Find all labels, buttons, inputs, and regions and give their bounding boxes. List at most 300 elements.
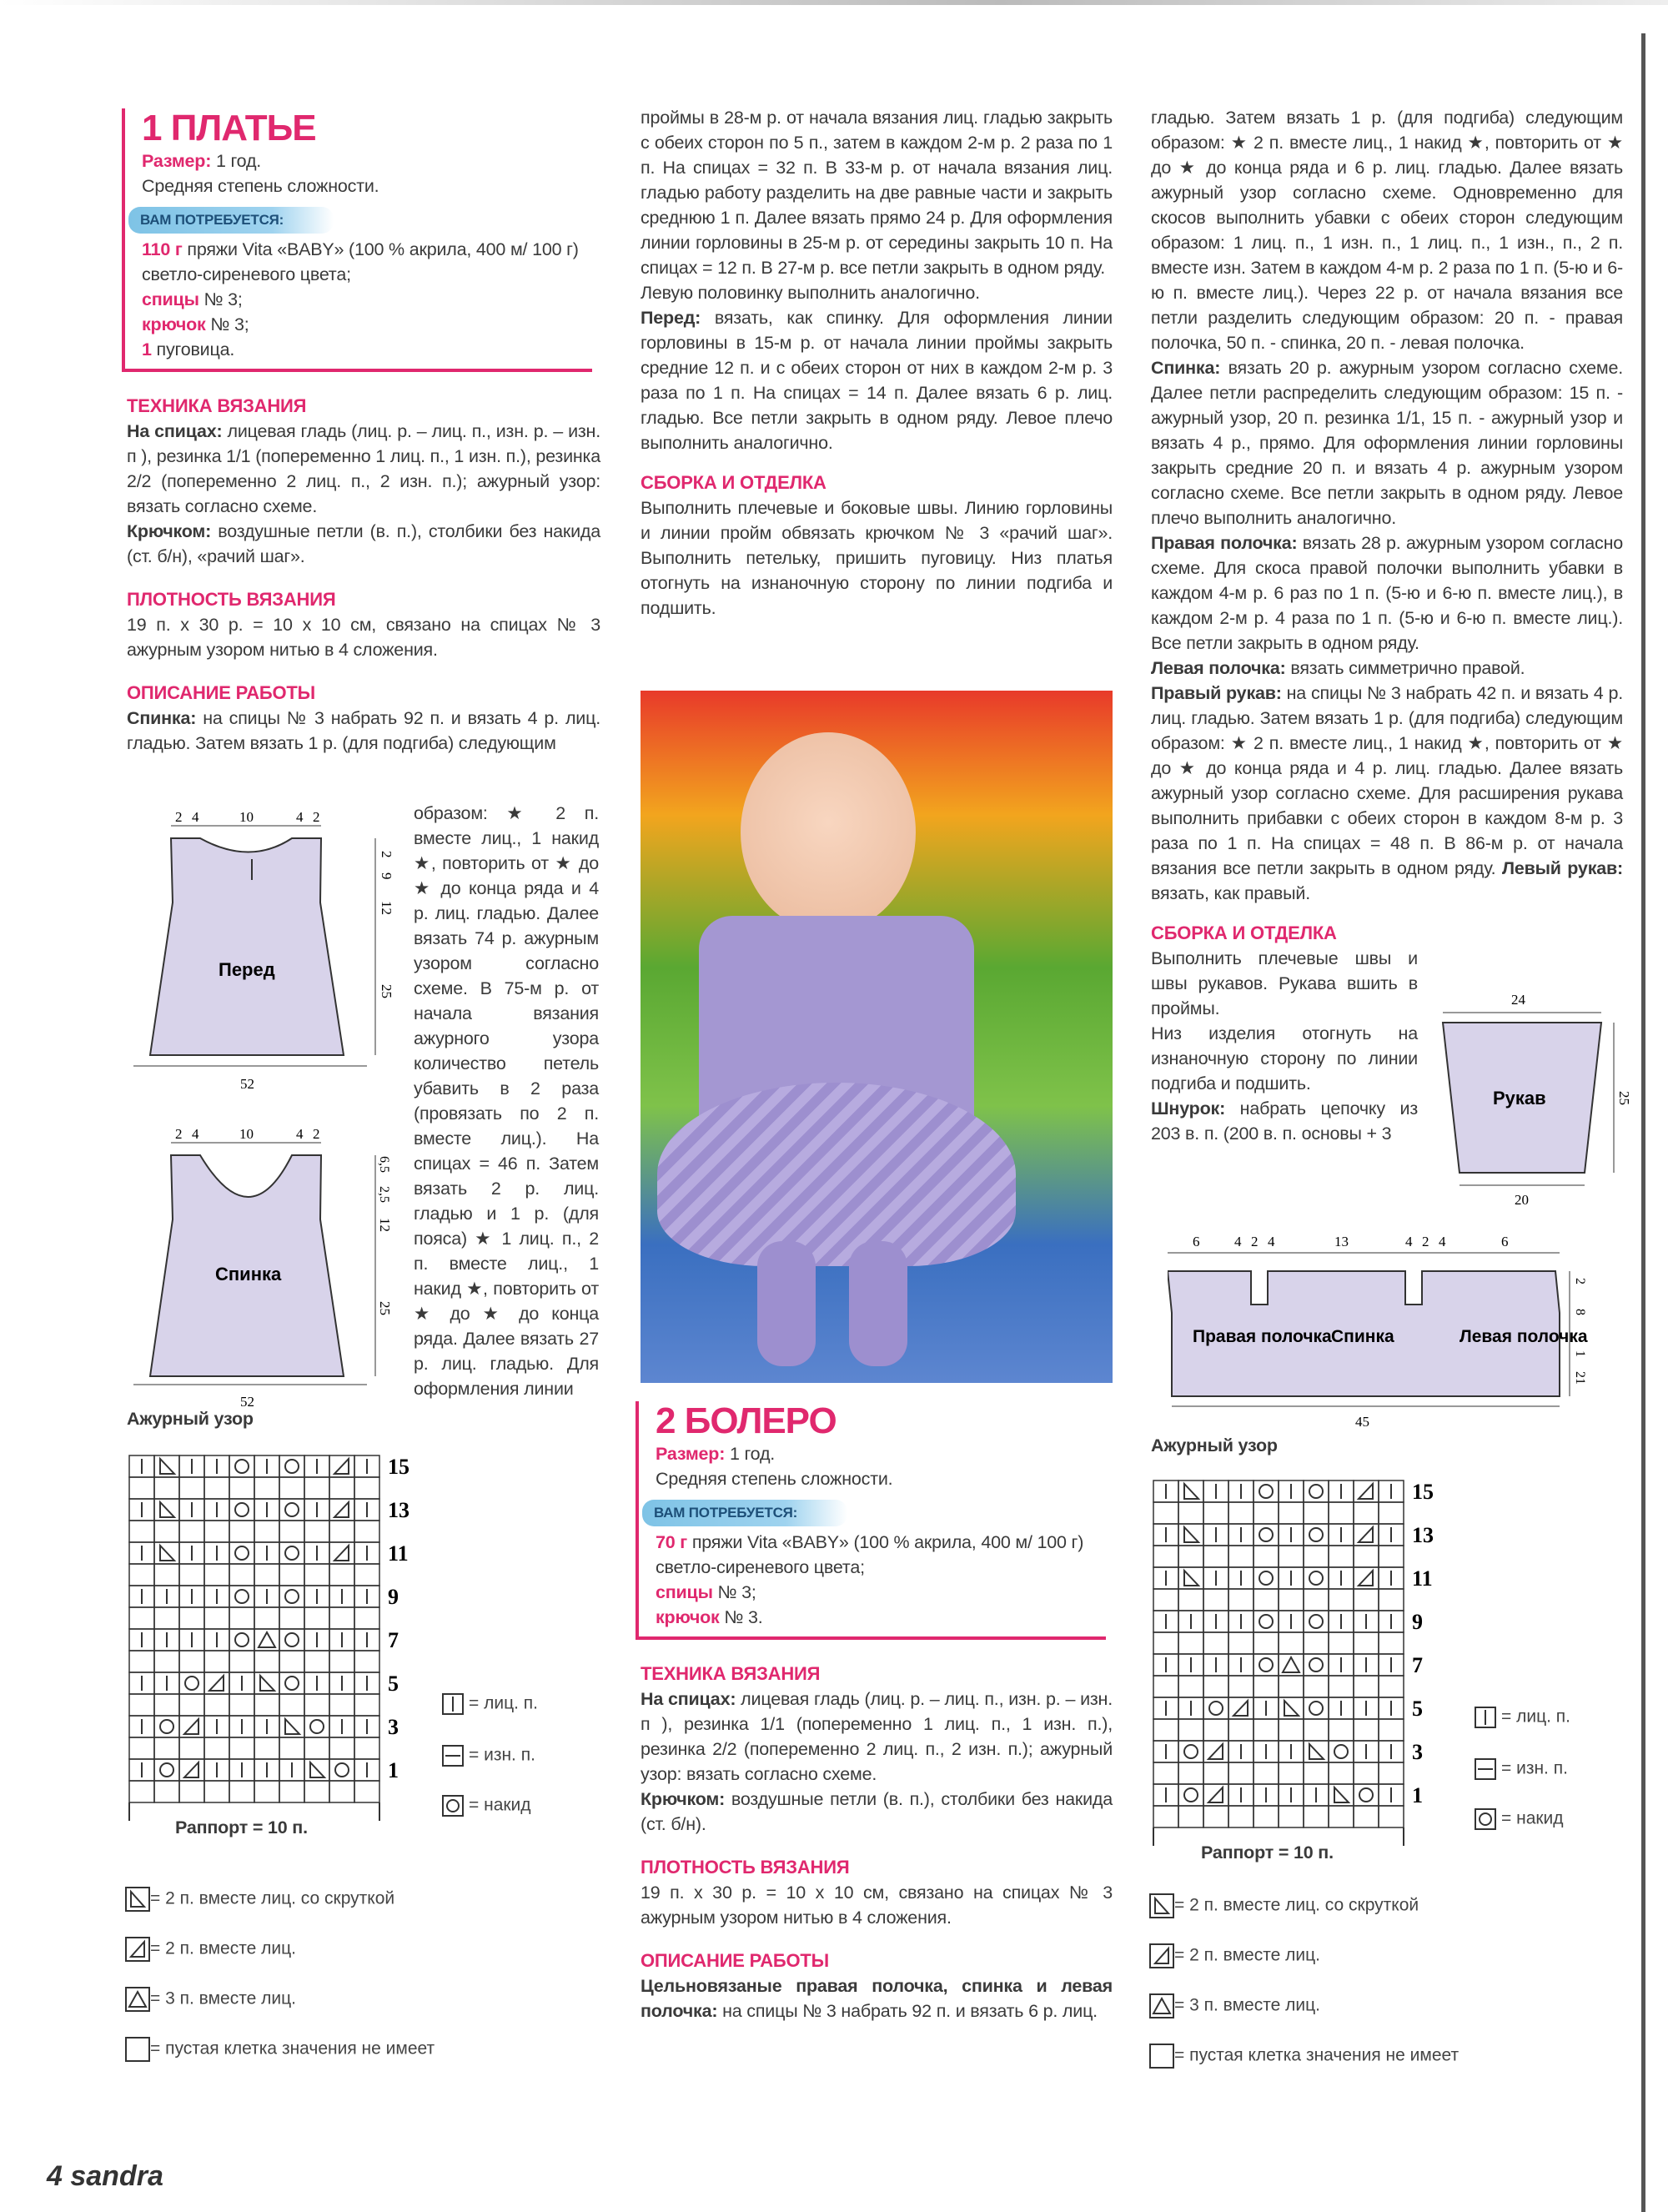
chart2-cell <box>1153 1654 1178 1697</box>
chart1-cell <box>204 1759 229 1802</box>
chart2-cell <box>1228 1524 1254 1567</box>
chart1-cell <box>254 1499 279 1542</box>
chart1-cell <box>129 1499 154 1542</box>
left-sleeve-text: вязать, как правый. <box>1151 883 1310 903</box>
chart2-row-label: 1 <box>1412 1783 1423 1807</box>
leg-left <box>757 1241 816 1366</box>
legend1-empty <box>125 2037 435 2062</box>
purl-symbol-icon <box>1475 1758 1496 1780</box>
chart1-cell <box>254 1542 279 1586</box>
chart2-cell <box>1304 1611 1329 1654</box>
front-text: вязать, как спинку. Для оформления линии горловины в 15-м р. от начала линии проймы закрыть средние 12 п. и с обеих сторон от них в каждом 2-м р. 3 раза по 1 п. На спицах = 14 п. Далее вязать 6 р. лиц. гладью. Все петли закрыть в одном ряду. Левое плечо выполнить аналогично. <box>641 308 1113 453</box>
chart2-cell <box>1279 1784 1304 1827</box>
bolero-dim-side-1: 8 <box>1573 1309 1587 1315</box>
chart1-rapport: Раппорт = 10 п. <box>175 1817 308 1837</box>
chart2-title: Ажурный узор <box>1151 1435 1278 1455</box>
chart1-cell <box>129 1629 154 1672</box>
chart2-cell <box>1228 1611 1254 1654</box>
bolero-needles-label: спицы <box>656 1582 713 1602</box>
chart2-cell <box>1279 1481 1304 1524</box>
chart2-row-label: 13 <box>1412 1523 1434 1547</box>
bolero-desc-heading: ОПИСАНИЕ РАБОТЫ <box>641 1950 829 1971</box>
bolero-dim-side-3: 21 <box>1573 1371 1587 1385</box>
k2tog-icon <box>1149 1943 1174 1968</box>
chart1-cell <box>329 1759 354 1802</box>
density-text: 19 п. х 30 р. = 10 х 10 см, связано на спицах № 3 ажурным узором нитью в 4 сложения. <box>127 615 600 660</box>
chart1-cell <box>129 1542 154 1586</box>
front-schematic <box>133 809 394 1092</box>
chart2-cell <box>1329 1524 1354 1567</box>
bolero-density-heading: ПЛОТНОСТЬ ВЯЗАНИЯ <box>641 1857 850 1878</box>
chart1-cell <box>254 1759 279 1802</box>
right-front-label: Правая полочка: <box>1151 533 1298 553</box>
bolero-dim-top-6: 2 <box>1422 1234 1429 1249</box>
chart2-cell <box>1203 1654 1228 1697</box>
left-side-text: образом: ★ 2 п. вместе лиц., 1 накид ★, повторить от ★ до ★ до конца ряда и 4 р. лиц. гладью. Далее вязать 74 р. ажурным узором согласно схеме. В 75-м р. от начала вязания ажурного узора количество петель убавить в 2 раза (провязать по 2 п. вместе лиц.). На спицах = 46 п. Затем вязать 2 р. лиц. гладью и 1 р. (для пояса) ★ 1 лиц. п., 2 п. вместе лиц., 1 накид ★, повторить от ★ до ★ до конца ряда. Далее вязать 27 р. лиц. гладью. Для оформления линии <box>414 803 599 1399</box>
legend2-k2-text: = 2 п. вместе лиц. <box>1174 1945 1320 1965</box>
chart2-cell <box>1203 1611 1228 1654</box>
bolero-density-text: 19 п. х 30 р. = 10 х 10 см, связано на спицах № 3 ажурным узором нитью в 4 сложения. <box>641 1883 1113 1928</box>
chart1-row-label: 13 <box>388 1498 409 1522</box>
chart1-cell <box>329 1672 354 1716</box>
bolero-difficulty: Средняя степень сложности. <box>656 1469 893 1489</box>
front-dim-r4: 25 <box>379 984 394 998</box>
chart1-row-label: 7 <box>388 1628 399 1652</box>
chart2-cell <box>1153 1567 1178 1611</box>
desc-heading: ОПИСАНИЕ РАБОТЫ <box>127 682 315 703</box>
bolero-size-value: 1 год. <box>725 1444 776 1464</box>
needles-text: № 3; <box>198 289 243 309</box>
chart2-cell <box>1354 1654 1379 1697</box>
chart2-cell <box>1254 1567 1279 1611</box>
chart1-cell <box>279 1672 304 1716</box>
front-dim-r2: 9 <box>379 872 394 880</box>
chart2-cell <box>1304 1654 1329 1697</box>
desc-back-label: Спинка: <box>127 708 197 728</box>
front-dim-t2: 4 <box>192 809 199 825</box>
leg-right <box>849 1241 907 1366</box>
chart1-cell <box>254 1586 279 1629</box>
legend2-ssk-text: = 2 п. вместе лиц. со скруткой <box>1174 1895 1419 1915</box>
chart2-cell <box>1228 1567 1254 1611</box>
legend2-yo <box>1475 1808 1564 1830</box>
chart2-cell <box>1178 1697 1203 1741</box>
chart2-cell <box>1379 1784 1404 1827</box>
chart1-cell <box>204 1499 229 1542</box>
dress-title: 1 ПЛАТЬЕ <box>142 108 316 148</box>
mid-text1: проймы в 28-м р. от начала вязания лиц. гладью закрыть с обеих сторон по 5 п., затем в каждом 2-м р. 2 раза по 1 п. На спицах = 32 п. В 33-м р. от начала вязания лиц. гладью работу разделить на две равные части и закрыть среднюю 1 п. Далее вязать прямо 24 р. Для оформления линии горловины в 25-м р. от середины закрыть 10 п. На спицах = 12 п. В 27-м р. все петли закрыть в одном ряду. <box>641 108 1113 278</box>
chart2-row-label: 9 <box>1412 1610 1423 1634</box>
chart2-cell <box>1203 1481 1228 1524</box>
chart2-row-label: 7 <box>1412 1653 1423 1677</box>
chart1-cell <box>354 1716 379 1759</box>
chart1-cell <box>154 1499 179 1542</box>
back-dim-t1: 2 <box>175 1126 183 1142</box>
chart1-cell <box>329 1586 354 1629</box>
cord-text: набрать цепочку из 203 в. п. (200 в. п. основы + 3 <box>1151 1098 1418 1144</box>
chart2-cell <box>1153 1524 1178 1567</box>
right-back-text: вязать 20 р. ажурным узором согласно схеме. Далее петли распределить следующим образом: 15 п. - ажурный узор, 20 п. резинка 1/1, 15 п. - ажурный узор и вязать 4 р., прямо. Для оформления линии горловины закрыть средние 20 п. и вязать 4 р. ажурным узором согласно схеме. Все петли закрыть в одном ряду. Левое плечо выполнить аналогично. <box>1151 358 1623 528</box>
purl-symbol-icon <box>442 1745 464 1767</box>
difficulty: Средняя степень сложности. <box>142 176 379 196</box>
chart1-cell <box>279 1542 304 1586</box>
button-count: 1 <box>142 339 152 359</box>
chart1-cell <box>279 1759 304 1802</box>
chart1-cell <box>154 1672 179 1716</box>
chart2-cell <box>1178 1524 1203 1567</box>
bolero-dim-top-1: 4 <box>1234 1234 1242 1249</box>
bolero-dim-side-2: 1 <box>1573 1350 1587 1357</box>
bolero-tech-crochet-text: воздушные петли (в. п.), столбики без накида (ст. б/н). <box>641 1789 1113 1834</box>
bolero-tech-heading: ТЕХНИКА ВЯЗАНИЯ <box>641 1663 821 1684</box>
chart1-cell <box>129 1672 154 1716</box>
back-dim-t4: 4 <box>296 1126 304 1142</box>
front-dim-r1: 2 <box>379 851 394 858</box>
front-dim-t5: 2 <box>313 809 320 825</box>
hook-text: № 3; <box>205 314 249 334</box>
chart2-cell <box>1354 1524 1379 1567</box>
chart2-cell <box>1304 1567 1329 1611</box>
chart1-cell <box>179 1759 204 1802</box>
mid-text2: Левую половинку выполнить аналогично. <box>641 283 980 303</box>
chart1-cell <box>279 1629 304 1672</box>
chart1-row-label: 9 <box>388 1585 399 1609</box>
legend1-knit-text: = лиц. п. <box>469 1693 538 1713</box>
bolero-need-banner: ВАМ ПОТРЕБУЕТСЯ: <box>642 1500 847 1526</box>
chart1-row-label: 11 <box>388 1541 409 1566</box>
chart2-cell <box>1304 1697 1329 1741</box>
front-dim-t1: 2 <box>175 809 183 825</box>
chart2-cell <box>1304 1481 1329 1524</box>
tech-knit-label: На спицах: <box>127 421 223 441</box>
top-edge <box>0 0 1668 5</box>
chart1-cell <box>354 1672 379 1716</box>
legend2-empty <box>1149 2044 1459 2069</box>
right-assembly-text2: Низ изделия отогнуть на изнаночную сторону по линии подгиба и подшить. <box>1151 1023 1418 1093</box>
bolero-left-front-label: Левая полочка <box>1460 1327 1588 1346</box>
sleeve-dim-top: 24 <box>1511 992 1525 1008</box>
chart1-cell <box>354 1455 379 1499</box>
chart2-cell <box>1379 1524 1404 1567</box>
legend2-knit-text: = лиц. п. <box>1501 1707 1570 1727</box>
legend1-yo <box>442 1795 531 1817</box>
chart2-cell <box>1379 1611 1404 1654</box>
chart2-cell <box>1203 1784 1228 1827</box>
chart1-cell <box>329 1542 354 1586</box>
bolero-dim-top-5: 4 <box>1405 1234 1413 1249</box>
right-assembly-heading: СБОРКА И ОТДЕЛКА <box>1151 923 1337 943</box>
chart1-cell <box>179 1586 204 1629</box>
chart2-cell <box>1153 1611 1178 1654</box>
chart2-cell <box>1379 1481 1404 1524</box>
bolero-dim-top-2: 2 <box>1251 1234 1259 1249</box>
back-dim-r2: 2,5 <box>377 1186 391 1203</box>
chart2-cell <box>1254 1481 1279 1524</box>
legend1-empty-text: = пустая клетка значения не имеет <box>150 2039 435 2059</box>
left-front-text: вязать симметрично правой. <box>1285 658 1525 678</box>
ssk-icon <box>125 1887 150 1912</box>
chart1-cell <box>229 1499 254 1542</box>
chart1-cell <box>229 1672 254 1716</box>
bolero-header-box <box>636 1401 1106 1640</box>
assembly-text: Выполнить плечевые и боковые швы. Линию горловины и линии пройм обвязать крючком № 3 «рачий шаг». Выполнить петельку, пришить пуговицу. Низ платья отогнуть на изнаночную сторону по линии подгиба и подшить. <box>641 498 1113 618</box>
chart2-cell <box>1279 1567 1304 1611</box>
chart1-cell <box>154 1586 179 1629</box>
chart1-cell <box>329 1716 354 1759</box>
right-back-label: Спинка: <box>1151 358 1221 378</box>
bolero-hook-text: № 3. <box>719 1607 763 1627</box>
chart1-cell <box>229 1542 254 1586</box>
legend2-k2 <box>1149 1943 1320 1968</box>
baby-head <box>741 732 916 933</box>
legend2-knit <box>1475 1707 1570 1728</box>
baby-photo <box>641 691 1113 1383</box>
chart1-cell <box>129 1716 154 1759</box>
chart1-cell <box>304 1542 329 1586</box>
chart2-cell <box>1354 1611 1379 1654</box>
chart2-cell <box>1329 1784 1354 1827</box>
chart1-cell <box>154 1759 179 1802</box>
bolero-title: 2 БОЛЕРО <box>656 1400 837 1441</box>
back-dim-r3: 12 <box>377 1218 393 1232</box>
left-column <box>127 108 600 756</box>
right-front-text: вязать 28 р. ажурным узором согласно схеме. Для скоса правой полочки выполнить убавки в каждом 4-м р. 6 раз по 1 п. (5-ю и 6-ю п. вместе лиц.), в каждом 2-м р. 4 раза по 1 п. (5-ю и 6-ю п. вместе лиц.). Все петли закрыть в одном ряду. <box>1151 533 1623 653</box>
bolero-hook-label: крючок <box>656 1607 720 1627</box>
back-dim-r1: 6,5 <box>377 1156 391 1173</box>
chart1-cell <box>204 1455 229 1499</box>
size-label: Размер: <box>142 151 212 171</box>
chart2-cell <box>1379 1741 1404 1784</box>
chart2-cell <box>1354 1784 1379 1827</box>
front-label-text: Перед: <box>641 308 701 328</box>
yarn-over-icon <box>1475 1808 1496 1830</box>
chart1-cell <box>154 1629 179 1672</box>
k3tog-icon <box>125 1987 150 2012</box>
assembly-heading: СБОРКА И ОТДЕЛКА <box>641 472 826 493</box>
chart1-cell <box>179 1499 204 1542</box>
empty-cell-icon <box>1149 2044 1174 2069</box>
chart1-cell <box>354 1759 379 1802</box>
chart1-cell <box>254 1629 279 1672</box>
sleeve-schematic <box>1434 989 1635 1223</box>
need-banner: ВАМ ПОТРЕБУЕТСЯ: <box>128 207 334 234</box>
chart2-cell <box>1203 1524 1228 1567</box>
k2tog-icon <box>125 1937 150 1962</box>
chart1-cell <box>229 1716 254 1759</box>
bolero-size-label: Размер: <box>656 1444 726 1464</box>
chart2-cell <box>1379 1697 1404 1741</box>
bolero-dim-bottom: 45 <box>1355 1414 1369 1430</box>
cord-label: Шнурок: <box>1151 1098 1226 1119</box>
legend1-k3-text: = 3 п. вместе лиц. <box>150 1988 296 2008</box>
chart1-cell <box>204 1672 229 1716</box>
chart1-cell <box>304 1586 329 1629</box>
size-value: 1 год. <box>211 151 262 171</box>
page-footer: 4 sandra <box>47 2160 163 2192</box>
bolero-desc-label: Цельновязаные правая полочка, спинка и левая полочка: <box>641 1976 1113 2021</box>
chart1-cell <box>129 1455 154 1499</box>
chart1-cell <box>179 1629 204 1672</box>
desc-back-text: на спицы № 3 набрать 92 п. и вязать 4 р. лиц. гладью. Затем вязать 1 р. (для подгиба) следующим <box>127 708 600 753</box>
chart2-cell <box>1354 1697 1379 1741</box>
chart2-cell <box>1379 1654 1404 1697</box>
chart1-cell <box>204 1629 229 1672</box>
chart1-cell <box>204 1716 229 1759</box>
chart2-row-label: 11 <box>1412 1566 1433 1591</box>
chart2-cell <box>1178 1481 1203 1524</box>
legend2-k3 <box>1149 1993 1320 2018</box>
sleeve-label: Рукав <box>1493 1088 1546 1109</box>
chart1-cell <box>304 1759 329 1802</box>
needles-label: спицы <box>142 289 199 309</box>
bolero-yarn-amount: 70 г <box>656 1532 688 1552</box>
legend1-purl-text: = изн. п. <box>469 1745 535 1765</box>
left-front-label: Левая полочка: <box>1151 658 1286 678</box>
chart1-title: Ажурный узор <box>127 1409 254 1429</box>
legend1-ssk <box>125 1887 394 1912</box>
chart1-row-label: 5 <box>388 1672 399 1696</box>
chart2-cell <box>1279 1524 1304 1567</box>
right-text1: гладью. Затем вязать 1 р. (для подгиба) следующим образом: ★ 2 п. вместе лиц., 1 накид ★, повторить от ★ до ★ до конца ряда и 6 р. лиц. гладью. Далее вязать ажурный узор согласно схеме. Одновременно для скосов выполнить убавки с обеих сторон следующим образом: 1 лиц. п., 1 изн. п., 1 лиц. п., 1 изн., п., 2 п. вместе изн. Затем в каждом 4-м р. 2 раза по 1 п. (5-ю и 6-ю п. вместе лиц.). Через 22 р. от начала вязания все петли разделить следующим образом: 20 п. - правая полочка, 50 п. - спинка, 20 п. - левая полочка. <box>1151 108 1623 353</box>
chart1-cell <box>154 1455 179 1499</box>
chart1-row-label: 15 <box>388 1455 409 1479</box>
density-heading: ПЛОТНОСТЬ ВЯЗАНИЯ <box>127 589 336 610</box>
yarn-over-icon <box>442 1795 464 1817</box>
back-label: Спинка <box>215 1264 282 1284</box>
front-dim-r3: 12 <box>379 901 394 915</box>
page-edge <box>1641 33 1645 2212</box>
chart1-cell <box>129 1586 154 1629</box>
chart2-rapport: Раппорт = 10 п. <box>1201 1842 1334 1863</box>
chart2-cell <box>1178 1654 1203 1697</box>
chart1-cell <box>304 1455 329 1499</box>
chart2-cell <box>1379 1567 1404 1611</box>
chart2-cell <box>1203 1567 1228 1611</box>
ssk-icon <box>1149 1893 1174 1918</box>
chart1-cell <box>304 1499 329 1542</box>
hook-label: крючок <box>142 314 206 334</box>
back-dim-t5: 2 <box>313 1126 320 1142</box>
chart2-cell <box>1329 1741 1354 1784</box>
bolero-needles-text: № 3; <box>712 1582 756 1602</box>
chart1-cell <box>354 1499 379 1542</box>
dress-header-box <box>122 108 592 372</box>
bolero-tech-knit-text: лицевая гладь (лиц. р. – лиц. п., изн. р. – изн. п ), резинка 1/1 (попеременно 1 лиц. п., 1 изн. п.), резинка 2/2 (попеременно 2 лиц. п., 2 изн. п.); ажурный узор: вязать согласно схеме. <box>641 1689 1113 1784</box>
chart2-cell <box>1203 1741 1228 1784</box>
back-dim-t3: 10 <box>239 1126 254 1142</box>
chart2-cell <box>1304 1784 1329 1827</box>
chart2-cell <box>1228 1481 1254 1524</box>
chart2-cell <box>1254 1654 1279 1697</box>
tech-crochet-label: Крючком: <box>127 521 212 541</box>
chart1-cell <box>179 1716 204 1759</box>
legend2-purl-text: = изн. п. <box>1501 1758 1568 1778</box>
back-dim-t2: 4 <box>192 1126 199 1142</box>
chart2-cell <box>1228 1654 1254 1697</box>
chart2-cell <box>1178 1741 1203 1784</box>
middle-column <box>641 105 1113 621</box>
bolero-dim-top-3: 4 <box>1268 1234 1275 1249</box>
bolero-tech-crochet-label: Крючком: <box>641 1789 726 1809</box>
chart1-cell <box>329 1455 354 1499</box>
chart1-cell <box>329 1499 354 1542</box>
tech-knit-text: лицевая гладь (лиц. р. – лиц. п., изн. р. – изн. п ), резинка 1/1 (попеременно 1 лиц. п., 1 изн. п.), резинка 2/2 (попеременно 2 лиц. п., 2 изн. п.); ажурный узор: вязать согласно схеме. <box>127 421 601 516</box>
bolero-column <box>641 1401 1113 2023</box>
chart2-cell <box>1228 1697 1254 1741</box>
chart1-cell <box>354 1629 379 1672</box>
back-dim-bottom: 52 <box>240 1394 254 1410</box>
bolero-schematic <box>1168 1229 1618 1430</box>
legend2-yo-text: = накид <box>1501 1808 1564 1828</box>
chart2-cell <box>1354 1567 1379 1611</box>
back-dim-r4: 25 <box>377 1301 393 1315</box>
k3tog-icon <box>1149 1993 1174 2018</box>
front-label: Перед <box>219 959 275 980</box>
chart1-cell <box>279 1455 304 1499</box>
chart1-row-label: 3 <box>388 1715 399 1739</box>
chart1-cell <box>229 1629 254 1672</box>
chart1-cell <box>229 1759 254 1802</box>
right-assembly-text1: Выполнить плечевые швы и швы рукавов. Рукава вшить в проймы. <box>1151 948 1418 1018</box>
chart1-cell <box>254 1672 279 1716</box>
bolero-dim-top-8: 6 <box>1501 1234 1509 1249</box>
bolero-yarn-text: пряжи Vita «BABY» (100 % акрила, 400 м/ 100 г) светло-сиреневого цвета; <box>656 1532 1084 1577</box>
chart2-row-label: 3 <box>1412 1740 1423 1764</box>
chart2-cell <box>1329 1567 1354 1611</box>
back-schematic <box>133 1126 393 1410</box>
chart1-cell <box>204 1542 229 1586</box>
legend1-knit <box>442 1693 538 1715</box>
front-dim-bottom: 52 <box>240 1076 254 1092</box>
chart2-row-label: 15 <box>1412 1480 1434 1504</box>
chart2-cell <box>1354 1741 1379 1784</box>
chart2-cell <box>1329 1697 1354 1741</box>
chart1-cell <box>179 1542 204 1586</box>
chart1-cell <box>304 1629 329 1672</box>
chart2-cell <box>1153 1481 1178 1524</box>
sleeve-dim-bottom: 20 <box>1515 1192 1529 1208</box>
chart2-cell <box>1228 1784 1254 1827</box>
legend1-purl <box>442 1745 535 1767</box>
bolero-right-front-label: Правая полочка <box>1193 1327 1332 1346</box>
knit-symbol-icon <box>442 1693 464 1715</box>
legend1-k3 <box>125 1987 296 2012</box>
chart1-cell <box>179 1455 204 1499</box>
chart2-cell <box>1279 1741 1304 1784</box>
legend2-k3-text: = 3 п. вместе лиц. <box>1174 1995 1320 2015</box>
chart2-row-label: 5 <box>1412 1697 1423 1721</box>
yarn-amount: 110 г <box>142 239 183 259</box>
chart2-cell <box>1354 1481 1379 1524</box>
legend2-purl <box>1475 1758 1568 1780</box>
dress-skirt <box>657 1083 1016 1266</box>
yarn-text: пряжи Vita «BABY» (100 % акрила, 400 м/ 100 г) светло-сиреневого цвета; <box>142 239 579 284</box>
bolero-dim-top-4: 13 <box>1334 1234 1349 1249</box>
chart2-cell <box>1254 1784 1279 1827</box>
chart2-cell <box>1178 1567 1203 1611</box>
right-sleeve-text: на спицы № 3 набрать 42 п. и вязать 4 р. лиц. гладью. Затем вязать 1 р. (для подгиба) следующим образом: ★ 2 п. вместе лиц., 1 накид ★, повторить от ★ до ★ до конца ряда и 4 р. лиц. гладью. Далее вязать ажурный узор согласно схеме. Для расширения рукава выполнить прибавки с обеих сторон в каждом 8-м р. 3 раза по 1 п. На спицах = 48 п. В 86-м р. от начала вязания все петли закрыть в одном ряду. <box>1151 683 1623 878</box>
empty-cell-icon <box>125 2037 150 2062</box>
chart2-cell <box>1254 1611 1279 1654</box>
chart1-cell <box>304 1716 329 1759</box>
legend1-k2 <box>125 1937 296 1962</box>
chart2-cell <box>1153 1784 1178 1827</box>
chart1-cell <box>154 1542 179 1586</box>
chart1-cell <box>329 1629 354 1672</box>
chart2-cell <box>1304 1741 1329 1784</box>
bolero-desc-text: на спицы № 3 набрать 92 п. и вязать 6 р. лиц. <box>717 2001 1098 2021</box>
bolero-back-label: Спинка <box>1331 1327 1394 1346</box>
